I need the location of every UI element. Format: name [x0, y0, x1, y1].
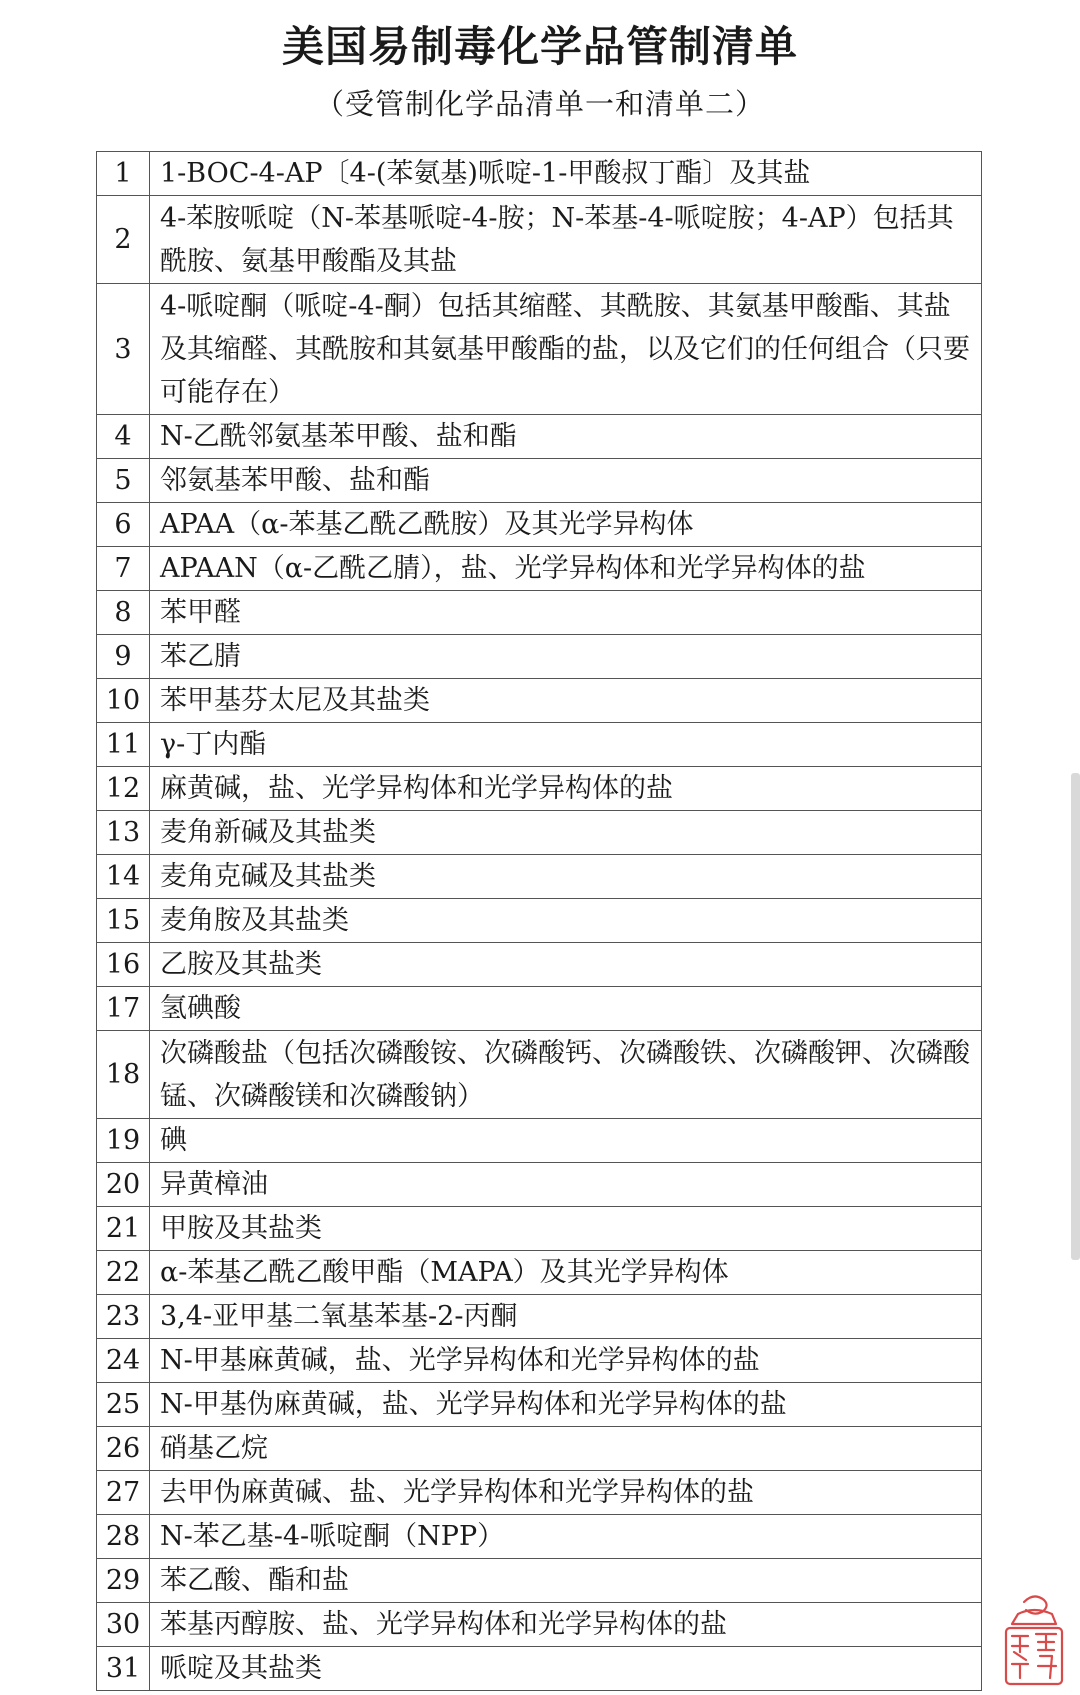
table-row [97, 855, 982, 899]
chemical-name: 碘 [150, 1119, 982, 1163]
table-row [97, 1295, 982, 1339]
table-row [97, 1163, 982, 1207]
row-number: 8 [97, 591, 150, 635]
table-row [97, 415, 982, 459]
chemical-name: 苯甲基芬太尼及其盐类 [150, 679, 982, 723]
table-row [97, 987, 982, 1031]
chemical-name: 麦角克碱及其盐类 [150, 855, 982, 899]
table-row [97, 1603, 982, 1647]
row-number: 19 [97, 1119, 150, 1163]
chemical-name: 麦角胺及其盐类 [150, 899, 982, 943]
row-number: 20 [97, 1163, 150, 1207]
table-row [97, 1471, 982, 1515]
chemical-name: 4-苯胺哌啶（N-苯基哌啶-4-胺；N-苯基-4-哌啶胺；4-AP）包括其酰胺、氨基甲酸酯及其盐 [150, 196, 982, 284]
table-row [97, 196, 982, 284]
row-number: 15 [97, 899, 150, 943]
chemical-name: 乙胺及其盐类 [150, 943, 982, 987]
chemical-name: 哌啶及其盐类 [150, 1647, 982, 1691]
chemical-name: 次磷酸盐（包括次磷酸铵、次磷酸钙、次磷酸铁、次磷酸钾、次磷酸锰、次磷酸镁和次磷酸钠） [150, 1031, 982, 1119]
chemical-name: APAAN（α-乙酰乙腈），盐、光学异构体和光学异构体的盐 [150, 547, 982, 591]
row-number: 4 [97, 415, 150, 459]
row-number: 12 [97, 767, 150, 811]
chemical-name: 4-哌啶酮（哌啶-4-酮）包括其缩醛、其酰胺、其氨基甲酸酯、其盐及其缩醛、其酰胺和其氨基甲酸酯的盐，以及它们的任何组合（只要可能存在） [150, 284, 982, 415]
table-row [97, 811, 982, 855]
row-number: 28 [97, 1515, 150, 1559]
row-number: 17 [97, 987, 150, 1031]
row-number: 2 [97, 196, 150, 284]
table-row [97, 723, 982, 767]
chemical-name: N-甲基麻黄碱，盐、光学异构体和光学异构体的盐 [150, 1339, 982, 1383]
chemical-name: 苯甲醛 [150, 591, 982, 635]
table-row [97, 1515, 982, 1559]
row-number: 5 [97, 459, 150, 503]
chemical-name: 异黄樟油 [150, 1163, 982, 1207]
row-number: 14 [97, 855, 150, 899]
table-row [97, 899, 982, 943]
row-number: 21 [97, 1207, 150, 1251]
seal-stamp-icon [998, 1590, 1070, 1688]
row-number: 6 [97, 503, 150, 547]
row-number: 3 [97, 284, 150, 415]
row-number: 10 [97, 679, 150, 723]
row-number: 29 [97, 1559, 150, 1603]
table-row [97, 679, 982, 723]
chemical-name: 苯乙腈 [150, 635, 982, 679]
chemical-name: 3,4-亚甲基二氧基苯基-2-丙酮 [150, 1295, 982, 1339]
chemical-name: 苯乙酸、酯和盐 [150, 1559, 982, 1603]
row-number: 11 [97, 723, 150, 767]
row-number: 7 [97, 547, 150, 591]
chemical-name: γ-丁内酯 [150, 723, 982, 767]
row-number: 30 [97, 1603, 150, 1647]
table-row [97, 1427, 982, 1471]
table-row [97, 591, 982, 635]
table-row [97, 1647, 982, 1691]
table-row [97, 1119, 982, 1163]
chemical-name: α-苯基乙酰乙酸甲酯（MAPA）及其光学异构体 [150, 1251, 982, 1295]
chemical-name: 苯基丙醇胺、盐、光学异构体和光学异构体的盐 [150, 1603, 982, 1647]
table-row [97, 1031, 982, 1119]
chemical-name: 麦角新碱及其盐类 [150, 811, 982, 855]
row-number: 18 [97, 1031, 150, 1119]
row-number: 31 [97, 1647, 150, 1691]
table-row [97, 152, 982, 196]
chemical-name: 去甲伪麻黄碱、盐、光学异构体和光学异构体的盐 [150, 1471, 982, 1515]
table-row [97, 1207, 982, 1251]
scrollbar[interactable] [1071, 773, 1080, 1260]
table-row [97, 1559, 982, 1603]
table-row [97, 635, 982, 679]
chemical-name: 邻氨基苯甲酸、盐和酯 [150, 459, 982, 503]
table-row [97, 284, 982, 415]
chemical-name: 1-BOC-4-AP〔4-(苯氨基)哌啶-1-甲酸叔丁酯〕及其盐 [150, 152, 982, 196]
row-number: 13 [97, 811, 150, 855]
table-row [97, 547, 982, 591]
row-number: 25 [97, 1383, 150, 1427]
chemical-name: N-苯乙基-4-哌啶酮（NPP） [150, 1515, 982, 1559]
chemical-name: 麻黄碱，盐、光学异构体和光学异构体的盐 [150, 767, 982, 811]
chemical-name: APAA（α-苯基乙酰乙酰胺）及其光学异构体 [150, 503, 982, 547]
chemical-name: N-乙酰邻氨基苯甲酸、盐和酯 [150, 415, 982, 459]
table-row [97, 503, 982, 547]
chemical-name: N-甲基伪麻黄碱，盐、光学异构体和光学异构体的盐 [150, 1383, 982, 1427]
row-number: 27 [97, 1471, 150, 1515]
row-number: 22 [97, 1251, 150, 1295]
row-number: 9 [97, 635, 150, 679]
row-number: 26 [97, 1427, 150, 1471]
table-row [97, 943, 982, 987]
row-number: 24 [97, 1339, 150, 1383]
page-subtitle: （受管制化学品清单一和清单二） [314, 87, 765, 121]
row-number: 23 [97, 1295, 150, 1339]
chemical-name: 硝基乙烷 [150, 1427, 982, 1471]
table-row [97, 1339, 982, 1383]
table-row [97, 1383, 982, 1427]
chemical-name: 甲胺及其盐类 [150, 1207, 982, 1251]
row-number: 1 [97, 152, 150, 196]
table-row [97, 459, 982, 503]
table-row [97, 1251, 982, 1295]
row-number: 16 [97, 943, 150, 987]
table-row [97, 767, 982, 811]
chemical-list-table [96, 151, 982, 1691]
page-title: 美国易制毒化学品管制清单 [281, 22, 798, 71]
chemical-name: 氢碘酸 [150, 987, 982, 1031]
